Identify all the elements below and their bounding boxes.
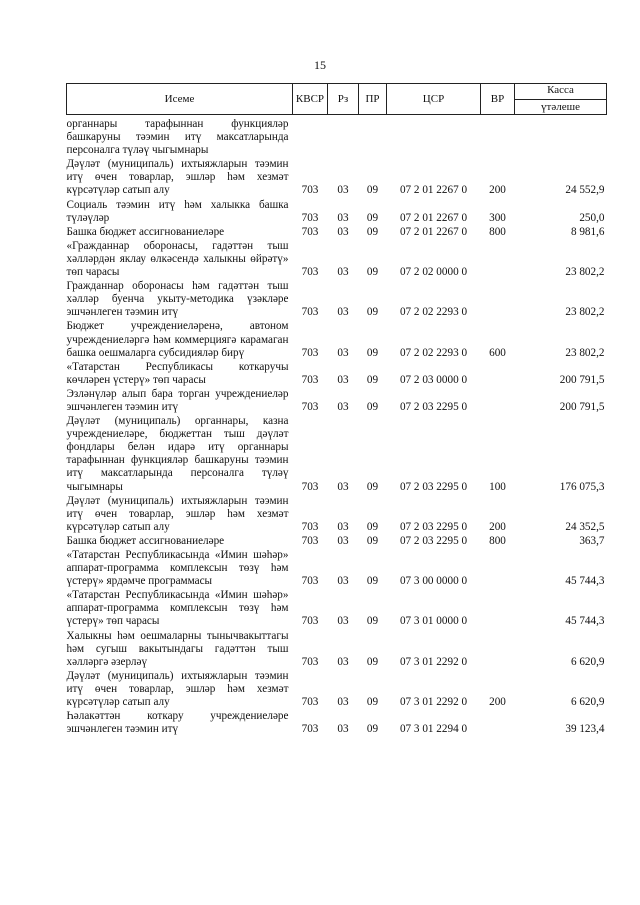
cell-amount: 200 791,5 <box>559 373 605 386</box>
cell-kvsr: 703 <box>301 723 319 736</box>
cell-vr <box>481 387 515 414</box>
cell-name: Дәүләт (муниципаль) ихтыяжларын тәэмин итү өчен товарлар, эшләр һәм хезмәт күрсәтүләр сатып алу <box>66 669 289 709</box>
table-row <box>67 239 607 279</box>
cell-vr: 600 <box>489 346 506 359</box>
cell-rz: 03 <box>337 400 349 413</box>
cell-vr: 800 <box>489 225 506 238</box>
cell-name: Башка бюджет ассигнованиеләре <box>66 225 225 238</box>
cell-rz: 03 <box>337 346 349 359</box>
cell-csr: 07 2 02 2293 0 <box>399 346 468 359</box>
cell-kvsr: 703 <box>301 615 319 628</box>
cell-rz: 03 <box>337 520 349 533</box>
cell-amount: 250,0 <box>579 211 605 224</box>
cell-pr: 09 <box>366 520 379 533</box>
cell-kvsr: 703 <box>301 184 319 197</box>
cell-kvsr: 703 <box>301 225 319 238</box>
table-row <box>67 387 607 414</box>
cell-vr <box>481 588 515 628</box>
table-row <box>67 115 607 158</box>
cell-name: Эзләнүләр алып бара торган учреждениеләр эшчәнлеген тәэмин итү <box>66 387 289 413</box>
cell-csr: 07 2 01 2267 0 <box>399 211 468 224</box>
cell-pr: 09 <box>366 346 379 359</box>
table-row <box>67 360 607 387</box>
cell-name: Халыкны һәм оешмаларны тынычвакыттагы һәм сугыш вакытындагы гадәттән тыш хәлләргә әзерләү <box>66 629 289 668</box>
cell-amount: 200 791,5 <box>559 400 605 413</box>
cell-csr: 07 3 01 2292 0 <box>399 655 468 668</box>
cell-name: «Татарстан Республикасында «Имин шәһәр» аппарат-программа комплексын төзү һәм үстерү» төп чарасы <box>66 589 289 628</box>
cell-vr: 200 <box>489 696 506 709</box>
table-row <box>67 629 607 669</box>
cell-pr: 09 <box>366 696 379 709</box>
cell-csr: 07 2 03 2295 0 <box>399 520 468 533</box>
cell-name: Башка бюджет ассигнованиеләре <box>66 534 225 547</box>
cell-rz: 03 <box>337 723 349 736</box>
cell-amount: 45 744,3 <box>565 575 605 588</box>
cell-csr: 07 2 02 2293 0 <box>399 306 468 319</box>
cell-csr: 07 2 01 2267 0 <box>399 184 468 197</box>
table-row <box>67 534 607 548</box>
cell-name: Бюджет учреждениеләренә, автоном учреждениеләргә һәм коммерциягә карамаган башка оешмаларга субсидияләр бирү <box>66 320 289 359</box>
cell-pr: 09 <box>366 400 379 413</box>
cell-csr <box>387 115 481 158</box>
table-row <box>67 588 607 628</box>
cell-pr: 09 <box>366 225 379 238</box>
cell-amount: 6 620,9 <box>570 696 605 709</box>
table-row <box>67 225 607 239</box>
cell-name: Дәүләт (муниципаль) органнары, казна учреждениеләре, бюджеттан тыш дәүләт фондлары белән идарә итү органнары тарафыннан функцияләр башкаруны тәэмин итү максатларында персоналга түләү чыгымнары <box>66 415 289 493</box>
cell-vr: 300 <box>489 211 506 224</box>
cell-amount: 23 802,2 <box>565 346 605 359</box>
cell-rz: 03 <box>337 615 349 628</box>
cell-rz: 03 <box>337 306 349 319</box>
cell-amount <box>515 115 607 158</box>
cell-csr: 07 2 03 2295 0 <box>399 400 468 413</box>
cell-amount: 6 620,9 <box>570 655 605 668</box>
cell-name: Һәлакәттән коткару учреждениеләре эшчәнлеген тәэмин итү <box>66 710 289 736</box>
cell-pr: 09 <box>366 373 379 386</box>
cell-rz: 03 <box>337 184 349 197</box>
table-row <box>67 414 607 494</box>
cell-rz: 03 <box>337 480 349 493</box>
cell-vr <box>481 239 515 279</box>
table-row <box>67 548 607 588</box>
cell-vr <box>481 279 515 319</box>
table-row <box>67 669 607 709</box>
cell-pr: 09 <box>366 211 379 224</box>
cell-amount: 24 552,9 <box>565 184 605 197</box>
cell-name: Социаль тәэмин итү һәм халыкка башка түләүләр <box>66 198 289 224</box>
cell-name: «Гражданнар оборонасы, гадәттән тыш хәлләрдән яклау өлкәсендә халыкны өйрәтү» төп чарасы <box>66 239 289 279</box>
cell-vr: 800 <box>489 534 506 547</box>
cell-amount: 24 352,5 <box>565 520 605 533</box>
cell-rz <box>328 115 359 158</box>
table-body <box>67 115 607 737</box>
cell-csr: 07 3 01 2294 0 <box>399 723 468 736</box>
cell-rz: 03 <box>337 211 349 224</box>
cell-rz: 03 <box>337 225 349 238</box>
cell-rz: 03 <box>337 655 349 668</box>
cell-kvsr: 703 <box>301 373 319 386</box>
col-header-kassa <box>515 84 607 115</box>
cell-csr: 07 3 01 0000 0 <box>399 615 468 628</box>
table-header-row <box>67 84 607 115</box>
cell-name: «Татарстан Республикасында «Имин шәһәр» аппарат-программа комплексын төзү һәм үстерү» ярдәмче программасы <box>66 549 289 588</box>
col-header-pr: ПР <box>359 84 387 115</box>
cell-amount: 363,7 <box>579 534 605 547</box>
cell-vr: 200 <box>489 184 506 197</box>
cell-kvsr: 703 <box>301 211 319 224</box>
cell-kvsr: 703 <box>301 655 319 668</box>
cell-csr: 07 3 00 0000 0 <box>399 575 468 588</box>
cell-kvsr: 703 <box>301 346 319 359</box>
col-header-csr: ЦСР <box>387 84 481 115</box>
cell-pr: 09 <box>366 655 379 668</box>
cell-vr <box>481 709 515 736</box>
cell-pr: 09 <box>366 184 379 197</box>
cell-pr <box>359 115 387 158</box>
cell-csr: 07 2 03 0000 0 <box>399 373 468 386</box>
cell-vr: 100 <box>489 480 506 493</box>
col-header-kassa-top: Касса <box>547 84 574 96</box>
col-header-kvsr: КВСР <box>293 84 328 115</box>
cell-kvsr: 703 <box>301 696 319 709</box>
page-number: 15 <box>314 58 326 72</box>
cell-vr <box>481 629 515 669</box>
cell-csr: 07 2 02 0000 0 <box>399 266 468 279</box>
cell-name: Дәүләт (муниципаль) ихтыяжларын тәэмин итү өчен товарлар, эшләр һәм хезмәт күрсәтүләр сатып алу <box>66 158 289 197</box>
cell-name: «Татарстан Республикасы коткаручы көчләрен үстерү» төп чарасы <box>66 360 289 386</box>
cell-csr: 07 3 01 2292 0 <box>399 696 468 709</box>
cell-rz: 03 <box>337 534 349 547</box>
table-row <box>67 198 607 225</box>
cell-pr: 09 <box>366 266 379 279</box>
cell-amount: 176 075,3 <box>559 480 605 493</box>
table-row <box>67 709 607 736</box>
cell-amount: 23 802,2 <box>565 266 605 279</box>
budget-table <box>66 83 607 736</box>
cell-kvsr: 703 <box>301 480 319 493</box>
col-header-rz: Рз <box>328 84 359 115</box>
cell-kvsr: 703 <box>301 306 319 319</box>
table-row <box>67 279 607 319</box>
cell-name: Дәүләт (муниципаль) ихтыяжларын тәэмин итү өчен товарлар, эшләр һәм хезмәт күрсәтүләр сатып алу <box>66 494 289 533</box>
cell-kvsr: 703 <box>301 575 319 588</box>
cell-pr: 09 <box>366 575 379 588</box>
table-row <box>67 157 607 197</box>
col-header-kassa-bottom: үтәлеше <box>515 99 606 114</box>
cell-rz: 03 <box>337 696 349 709</box>
cell-vr: 200 <box>489 520 506 533</box>
cell-csr: 07 2 01 2267 0 <box>399 225 468 238</box>
cell-csr: 07 2 03 2295 0 <box>399 534 468 547</box>
cell-rz: 03 <box>337 266 349 279</box>
table-row <box>67 494 607 534</box>
cell-vr <box>481 548 515 588</box>
table-row <box>67 319 607 359</box>
cell-amount: 45 744,3 <box>565 615 605 628</box>
cell-pr: 09 <box>366 534 379 547</box>
cell-vr <box>481 115 515 158</box>
cell-pr: 09 <box>366 723 379 736</box>
cell-kvsr: 703 <box>301 534 319 547</box>
cell-amount: 8 981,6 <box>570 225 605 238</box>
cell-amount: 39 123,4 <box>565 723 605 736</box>
cell-kvsr: 703 <box>301 400 319 413</box>
cell-name: органнары тарафыннан функцияләр башкаруны тәэмин итү максатларында персоналга түләү чыгымнары <box>66 118 289 157</box>
cell-pr: 09 <box>366 306 379 319</box>
cell-kvsr <box>293 115 328 158</box>
cell-kvsr: 703 <box>301 266 319 279</box>
cell-rz: 03 <box>337 575 349 588</box>
cell-amount: 23 802,2 <box>565 306 605 319</box>
col-header-vr: ВР <box>481 84 515 115</box>
cell-pr: 09 <box>366 615 379 628</box>
cell-rz: 03 <box>337 373 349 386</box>
cell-pr: 09 <box>366 480 379 493</box>
col-header-name: Исеме <box>67 84 293 115</box>
cell-csr: 07 2 03 2295 0 <box>399 480 468 493</box>
cell-vr <box>481 360 515 387</box>
cell-kvsr: 703 <box>301 520 319 533</box>
cell-name: Гражданнар оборонасы һәм гадәттән тыш хәлләр буенча укыту-методика үзәкләре эшчәнлеген тәэмин итү <box>66 280 289 319</box>
